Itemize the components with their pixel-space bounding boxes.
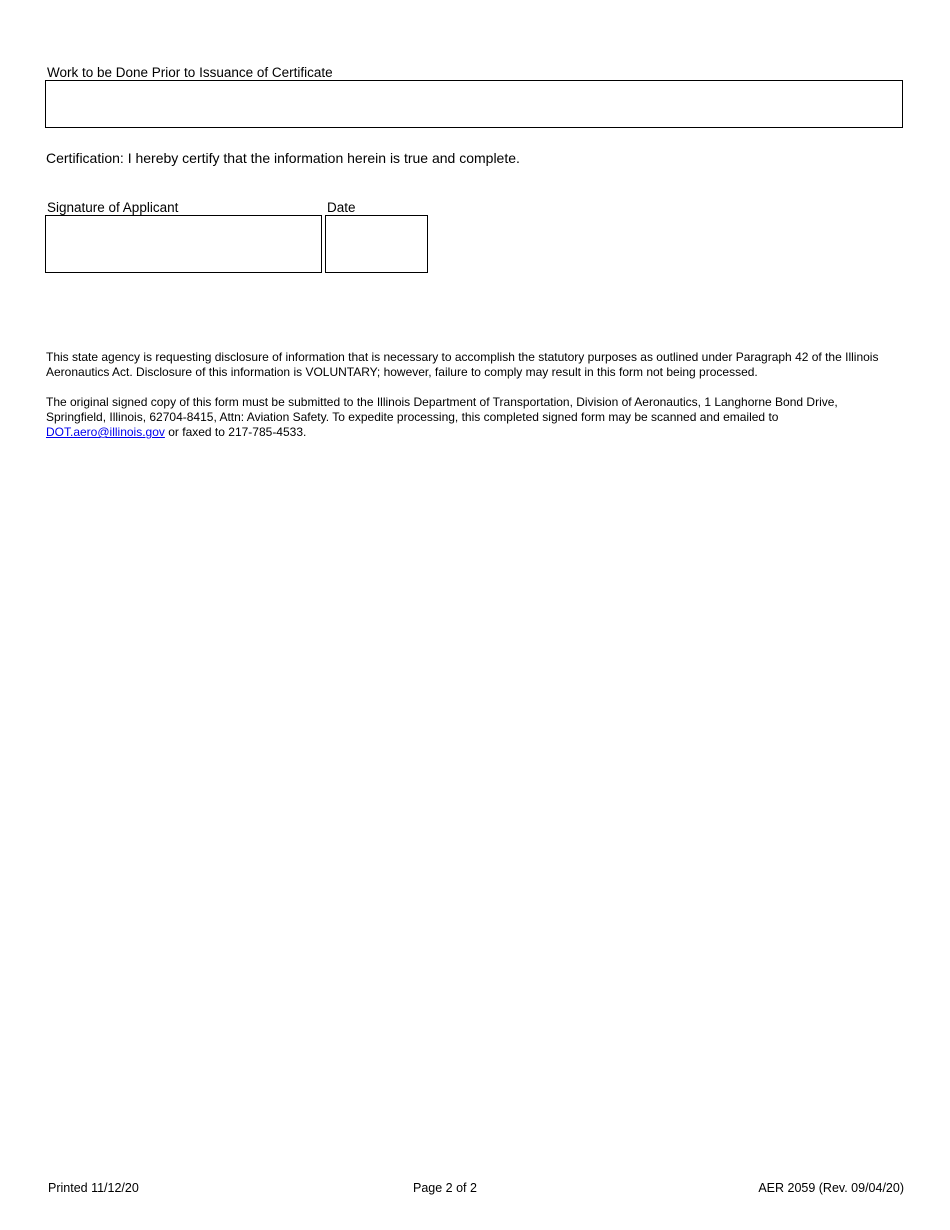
signature-label: Signature of Applicant (47, 200, 179, 215)
email-link[interactable]: DOT.aero@illinois.gov (46, 425, 165, 439)
disclosure-notice: This state agency is requesting disclosure of information that is necessary to accomplish the statutory purposes as outlined under Paragraph 42 of the Illinois Aeronautics Act. Disclosure of this information is VOLUNTARY; however, failure to comply may result in this form not being processed. (46, 350, 879, 379)
submission-text: The original signed copy of this form must be submitted to the Illinois Department of Transportation, Division of Aeronautics, 1 Langhorne Bond Drive, Springfield, Illinois, 62704-8415, Attn: Aviation Safety. To expedite processing, this completed signed form may be scanned and emailed to (46, 395, 838, 424)
certification-statement: Certification: I hereby certify that the information herein is true and complete. (46, 150, 520, 166)
date-field[interactable] (325, 215, 428, 273)
work-prior-field[interactable] (45, 80, 903, 128)
work-prior-label: Work to be Done Prior to Issuance of Certificate (47, 65, 333, 80)
submission-instructions (46, 395, 896, 440)
submission-fax-text: or faxed to 217-785-4533. (164, 425, 307, 439)
date-label: Date (327, 200, 356, 215)
printed-date: Printed 11/12/20 (48, 1181, 139, 1195)
form-identifier: AER 2059 (Rev. 09/04/20) (758, 1181, 904, 1195)
page-number: Page 2 of 2 (413, 1181, 477, 1195)
signature-field[interactable] (45, 215, 322, 273)
